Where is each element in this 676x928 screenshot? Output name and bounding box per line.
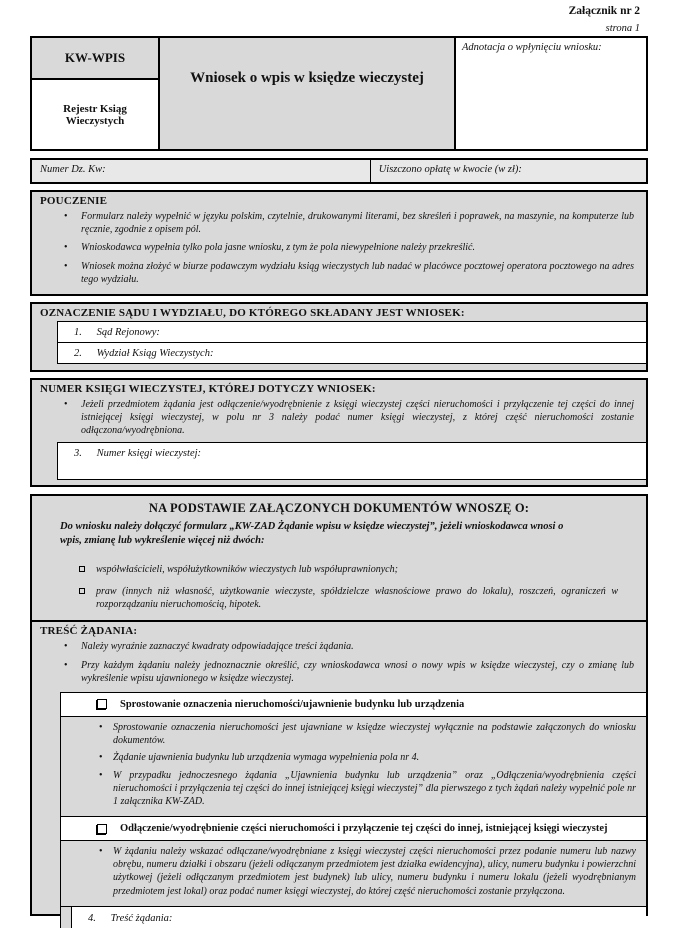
- field-sad-rejonowy[interactable]: [57, 321, 646, 343]
- register-number-bullets: [32, 397, 646, 442]
- option-sprostowanie-notes: [61, 717, 646, 817]
- note-bullet: • Żądanie ujawnienia budynku lub urządzenia wymaga wypełnienia pola nr 4.: [99, 752, 420, 764]
- request-content-title: TREŚĆ ŻĄDANIA:: [40, 625, 138, 638]
- request-basis-title: NA PODSTAWIE ZAŁĄCZONYCH DOKUMENTÓW WNOSZĘ O:: [148, 500, 530, 515]
- field-label: Numer księgi wieczystej:: [96, 447, 202, 459]
- form-code-column: [32, 38, 160, 149]
- request-content-bullets: [32, 639, 646, 689]
- field-number: 1.: [74, 326, 82, 338]
- instruction-bullet: • Przy każdym żądaniu należy jednoznacznie określić, czy wnioskodawca wnosi o nowy wpis w księdze wieczystej, czy o zmianę lub wykreślenie wpisu ujawnionego w księdze wieczystej.: [64, 659, 634, 684]
- bullet-dot-icon: •: [64, 659, 68, 671]
- request-content-part: [32, 620, 646, 689]
- section-register-number: [30, 378, 648, 487]
- option-label: Odłączenie/wyodrębnienie części nieruchomości i przyłączenie tej części do innej, istniejącej księgi wieczystej: [120, 823, 608, 835]
- bullet-dot-icon: •: [99, 721, 103, 733]
- square-list-item: współwłaścicieli, współużytkowników wieczystych lub współuprawnionych;: [79, 563, 618, 576]
- square-bullet-icon: [79, 588, 85, 594]
- field-number: 4.: [88, 912, 96, 924]
- bullet-dot-icon: •: [99, 769, 103, 781]
- bullet-dot-icon: •: [99, 846, 103, 858]
- pouczenie-bullets: [32, 209, 646, 290]
- field-number: 2.: [74, 347, 82, 359]
- annotation-label: Adnotacja o wpłynięciu wniosku:: [462, 42, 602, 53]
- bullet-dot-icon: •: [64, 242, 68, 254]
- option-odlaczenie[interactable]: [61, 817, 646, 841]
- form-page: [30, 0, 648, 924]
- case-number-field[interactable]: [32, 160, 370, 182]
- checkbox-odlaczenie[interactable]: [97, 824, 107, 834]
- section-court: [30, 302, 648, 372]
- field-number: 3.: [74, 447, 82, 459]
- field-tresc-zadania-wrap: [61, 907, 646, 928]
- field-tresc-zadania[interactable]: [71, 907, 646, 928]
- bullet-dot-icon: •: [64, 398, 68, 410]
- note-bullet: • W żądaniu należy wskazać odłączane/wyodrębniane z księgi wieczystej części nieruchomości przez podanie numeru lub nazwy obrębu, numeru działki i obszaru (jeżeli odłączanym przedmiotem jest działka ewidencyjna), ulicy, numeru budynku i powierzchni użytkowej (jeżeli odłączanym przedmiotem jest budynek) lub ulicy, numeru budynku i numeru lokalu (jeżeli wyodrębnianym przedmiotem jest lokal) oraz podać numer księgi wieczystej, do której część nieruchomości zostanie przyłączona.: [99, 846, 636, 897]
- pouczenie-title: POUCZENIE: [40, 195, 108, 207]
- fee-field[interactable]: [370, 160, 646, 182]
- meta-row: [30, 158, 648, 184]
- instruction-bullet: • Formularz należy wypełnić w języku polskim, czytelnie, drukowanymi literami, bez skreśleń i poprawek, na maszynie, na komputerze lub ręcznie, zgodnie z opisem pól.: [64, 211, 634, 236]
- register-number-title: NUMER KSIĘGI WIECZYSTEJ, KTÓREJ DOTYCZY WNIOSEK:: [40, 382, 376, 395]
- instruction-bullet: • Jeżeli przedmiotem żądania jest odłączenie/wyodrębnienie z księgi wieczystej części nieruchomości i przyłączenie tej części do innej istniejącej księgi wieczystej, w polu nr 3 należy podać numer księgi wieczystej, z której część nieruchomości zostanie odłączona/wyodrębniona.: [64, 398, 634, 437]
- court-section-title: OZNACZENIE SĄDU I WYDZIAŁU, DO KTÓREGO SKŁADANY JEST WNIOSEK:: [40, 306, 465, 319]
- fee-label: Uiszczono opłatę w kwocie (w zł):: [378, 164, 522, 175]
- form-title: Wniosek o wpis w księdze wieczystej: [160, 38, 454, 149]
- request-basis-items: [32, 554, 646, 612]
- bullet-dot-icon: •: [64, 641, 68, 653]
- request-options-box: [60, 692, 646, 928]
- note-bullet: • W przypadku jednoczesnego żądania „Ujawnienia budynku lub urządzenia” oraz „Odłączenia/wyodrębnienia części nieruchomości i przyłączenia tej części do innej istniejącej księgi wieczystej” dla pierwszego z tych żądań należy wypełnić pole nr 1 załącznika KW-ZAD.: [99, 769, 636, 807]
- field-label: Wydział Ksiąg Wieczystych:: [96, 347, 214, 359]
- section-request: [30, 494, 648, 924]
- attachment-number-label: Załącznik nr 2: [568, 5, 640, 17]
- option-sprostowanie[interactable]: [61, 693, 646, 717]
- option-label: Sprostowanie oznaczenia nieruchomości/ujawnienie budynku lub urządzenia: [120, 698, 465, 710]
- square-bullet-icon: [79, 566, 85, 572]
- checkbox-sprostowanie[interactable]: [97, 699, 107, 709]
- case-number-label: Numer Dz. Kw:: [40, 164, 106, 175]
- square-list-item: praw (innych niż własność, użytkowanie wieczyste, spółdzielcze własnościowe prawo do lokalu), roszczeń, ograniczeń w rozporządzaniu nieruchomością, hipotek.: [79, 585, 618, 611]
- form-header-table: [30, 36, 648, 151]
- field-wydzial-ksiag[interactable]: [57, 343, 646, 364]
- annotation-field[interactable]: [454, 38, 646, 149]
- section-pouczenie: [30, 190, 648, 296]
- form-code: KW-WPIS: [32, 38, 158, 80]
- register-name-label: Rejestr Ksiąg Wieczystych: [32, 80, 158, 149]
- field-label: Sąd Rejonowy:: [96, 326, 160, 338]
- field-label: Treść żądania:: [110, 912, 173, 924]
- page-number-label: strona 1: [605, 23, 640, 34]
- instruction-bullet: • Wniosek można złożyć w biurze podawczym wydziału ksiąg wieczystych lub nadać w placówce pocztowej operatora pocztowego na adres tego wydziału.: [64, 260, 634, 285]
- instruction-bullet: • Wnioskodawca wypełnia tylko pola jasne wniosku, z tym że pola niewypełnione należy przekreślić.: [64, 242, 475, 254]
- request-basis-intro: Do wniosku należy dołączyć formularz „KW-ZAD Żądanie wpisu w księdze wieczystej”, jeżeli wnioskodawca wnosi o wpis, zmianę lub wykreślenie więcej niż dwóch:: [60, 520, 564, 546]
- note-bullet: • Sprostowanie oznaczenia nieruchomości jest ujawniane w księdze wieczystej wyłącznie na podstawie załączonych do wniosku dokumentów.: [99, 721, 636, 747]
- bullet-dot-icon: •: [99, 752, 103, 764]
- bullet-dot-icon: •: [64, 260, 68, 272]
- instruction-bullet: • Należy wyraźnie zaznaczyć kwadraty odpowiadające treści żądania.: [64, 641, 354, 653]
- option-odlaczenie-notes: [61, 841, 646, 907]
- field-numer-ksiegi[interactable]: [57, 442, 646, 480]
- bullet-dot-icon: •: [64, 211, 68, 222]
